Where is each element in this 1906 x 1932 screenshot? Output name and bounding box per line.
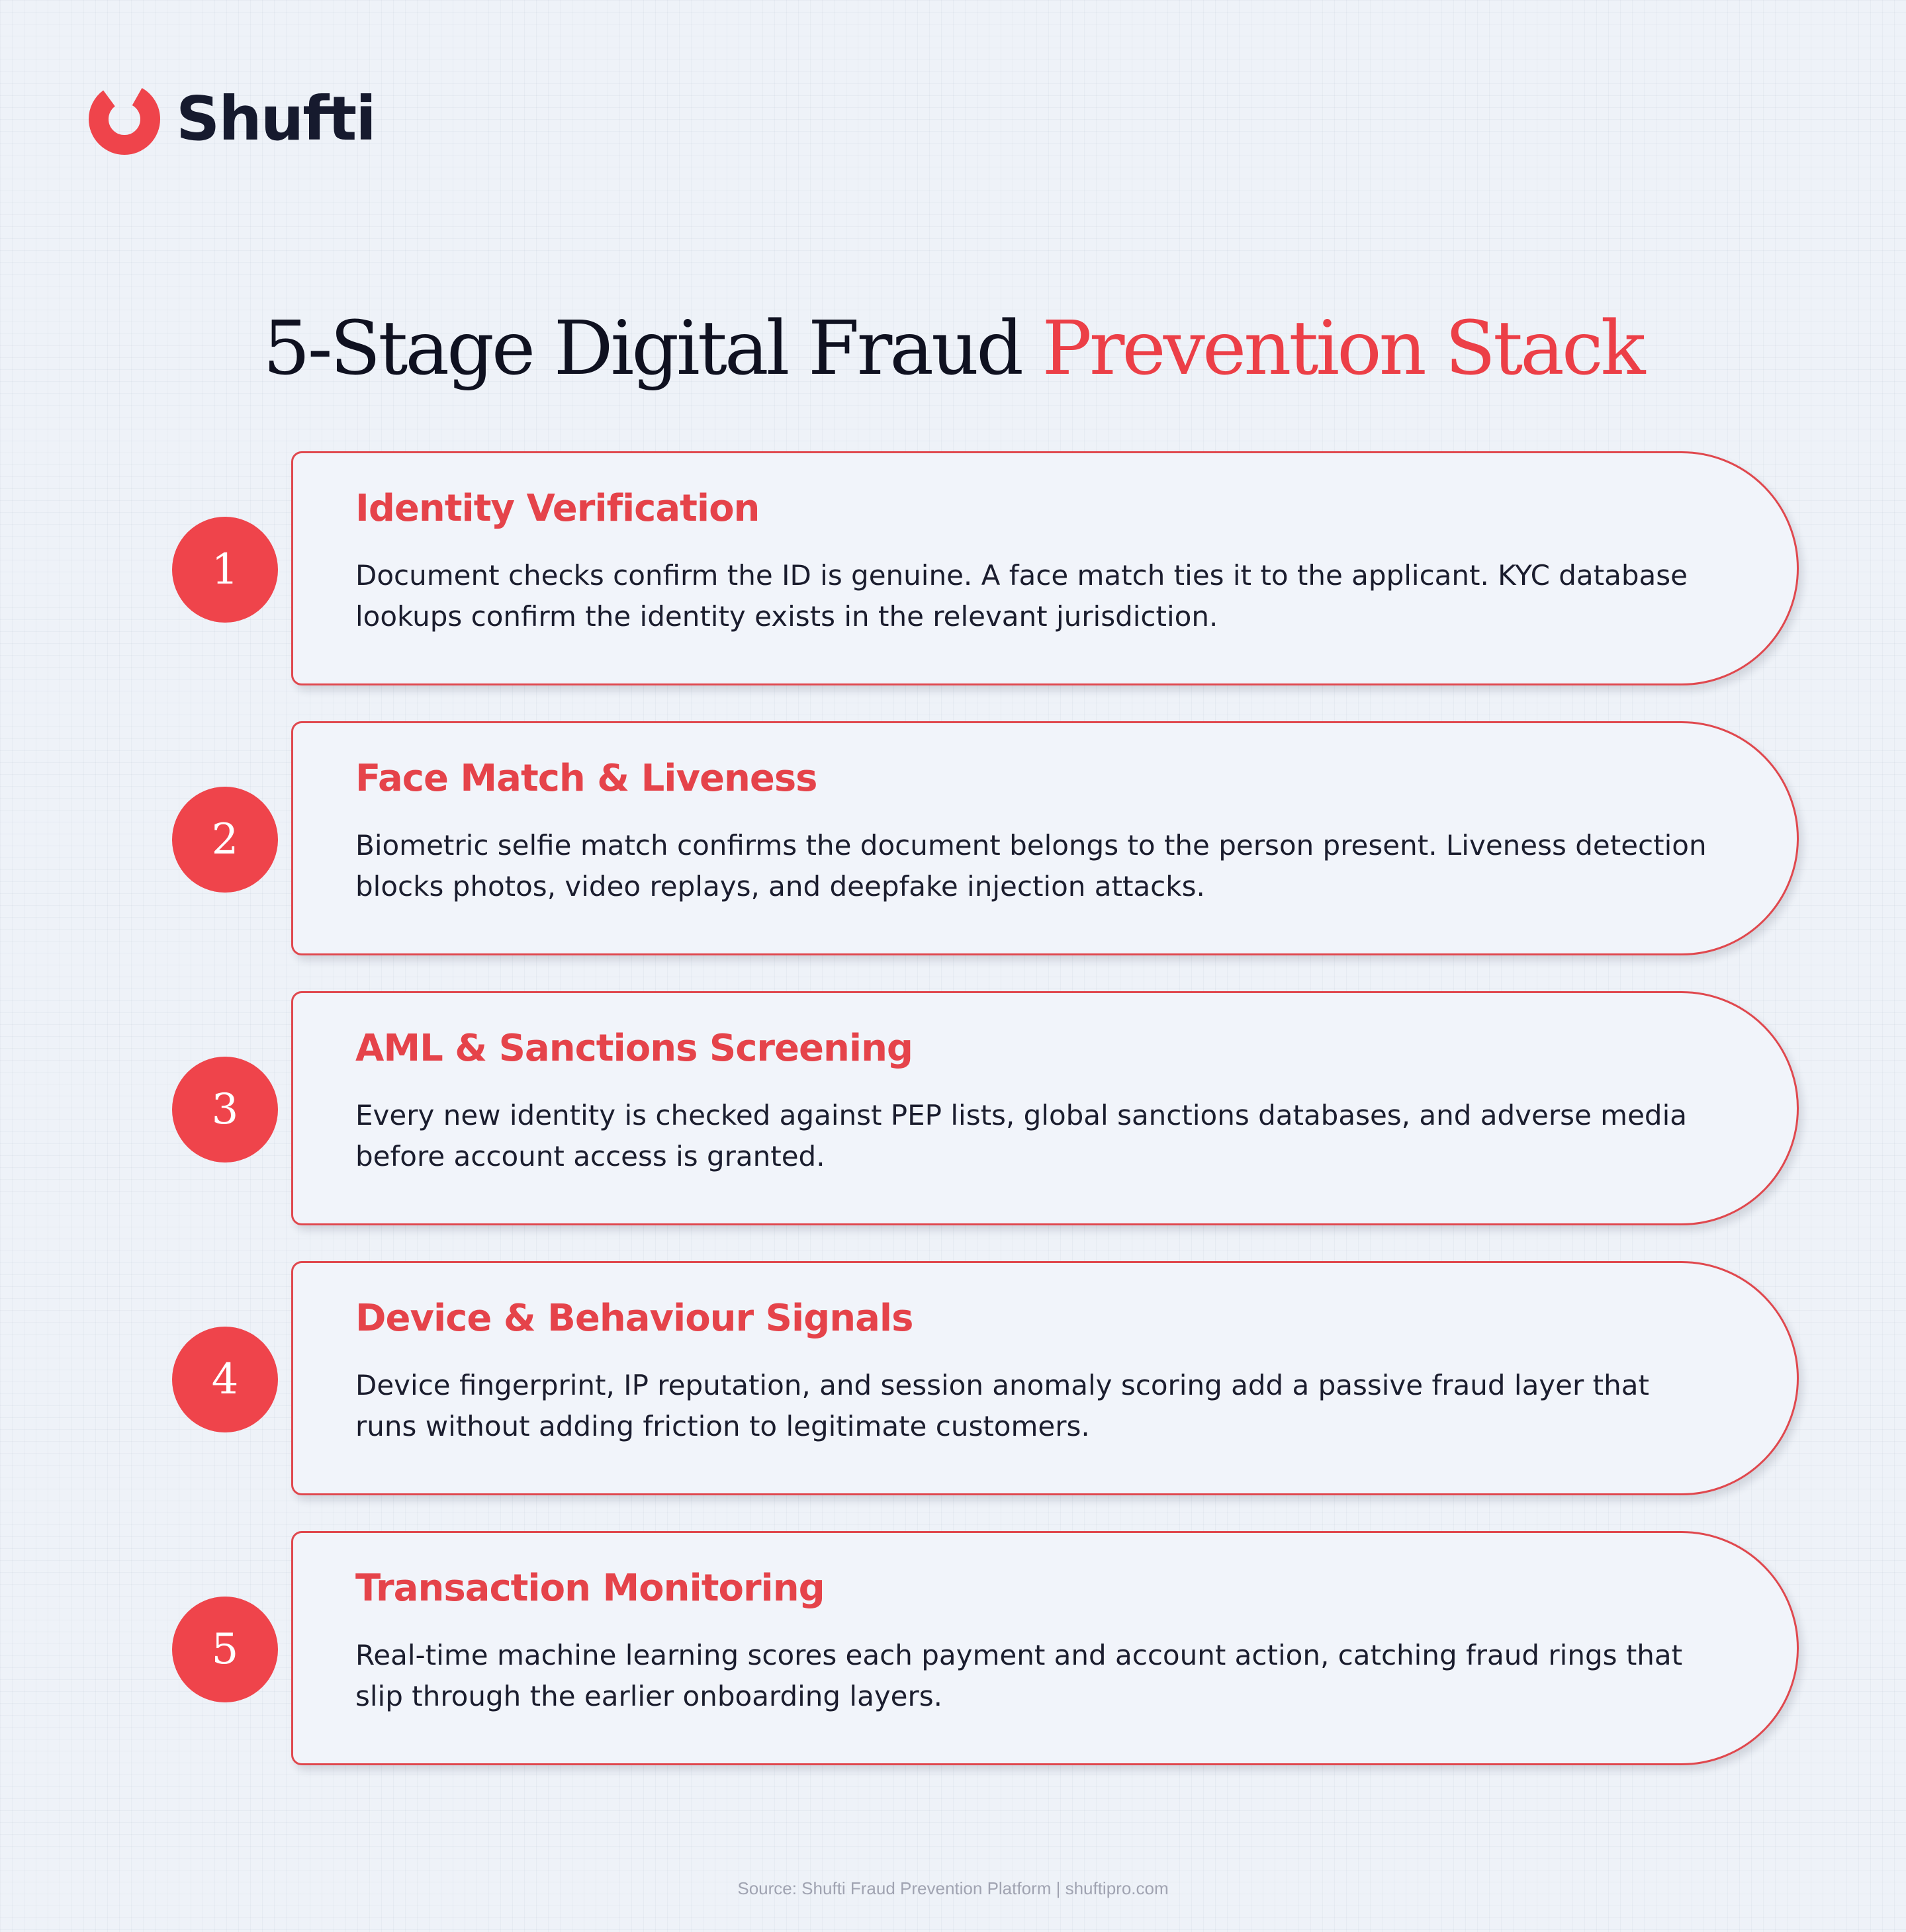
brand-logo bbox=[87, 78, 375, 160]
stage-number-badge: 1 bbox=[172, 517, 278, 623]
stage-description: Biometric selfie match confirms the document belongs to the person present. Liveness detection blocks photos, video replays, and deepfake injection attacks. bbox=[355, 829, 1707, 902]
stage-aml-sanctions-screening bbox=[0, 991, 1906, 1228]
stage-title: AML & Sanctions Screening bbox=[355, 1027, 913, 1070]
stage-number-badge: 2 bbox=[172, 787, 278, 893]
stage-card bbox=[291, 991, 1799, 1225]
stage-description: Real-time machine learning scores each payment and account action, catching fraud rings that slip through the earlier onboarding layers. bbox=[355, 1639, 1683, 1712]
stage-title: Transaction Monitoring bbox=[355, 1567, 825, 1610]
stage-number-badge: 4 bbox=[172, 1327, 278, 1432]
stage-number-badge: 5 bbox=[172, 1597, 278, 1702]
stage-identity-verification bbox=[0, 451, 1906, 688]
page-title bbox=[0, 299, 1906, 398]
stage-title: Device & Behaviour Signals bbox=[355, 1297, 913, 1340]
source-footnote: Source: Shufti Fraud Prevention Platform | shuftipro.com bbox=[737, 1878, 1169, 1898]
ring-logo-icon bbox=[87, 78, 161, 160]
stage-card bbox=[291, 1531, 1799, 1765]
stage-card bbox=[291, 1261, 1799, 1495]
stage-title: Face Match & Liveness bbox=[355, 757, 817, 800]
stage-transaction-monitoring bbox=[0, 1531, 1906, 1768]
stage-face-match-liveness bbox=[0, 721, 1906, 958]
stage-description: Document checks confirm the ID is genuine. A face match ties it to the applicant. KYC database lookups confirm the identity exists in the relevant jurisdiction. bbox=[355, 559, 1688, 633]
stage-description: Device fingerprint, IP reputation, and session anomaly scoring add a passive fraud layer that runs without adding friction to legitimate customers. bbox=[355, 1369, 1649, 1442]
stage-description: Every new identity is checked against PEP lists, global sanctions databases, and adverse media before account access is granted. bbox=[355, 1099, 1688, 1172]
stage-title: Identity Verification bbox=[355, 487, 760, 530]
stage-card bbox=[291, 721, 1799, 955]
stage-number-badge: 3 bbox=[172, 1057, 278, 1163]
stage-card bbox=[291, 451, 1799, 685]
stage-device-behaviour-signals bbox=[0, 1261, 1906, 1498]
brand-name: Shufti bbox=[176, 83, 375, 154]
title-part-main: 5-Stage Digital Fraud bbox=[263, 306, 1042, 392]
title-part-accent: Prevention Stack bbox=[1042, 306, 1643, 392]
